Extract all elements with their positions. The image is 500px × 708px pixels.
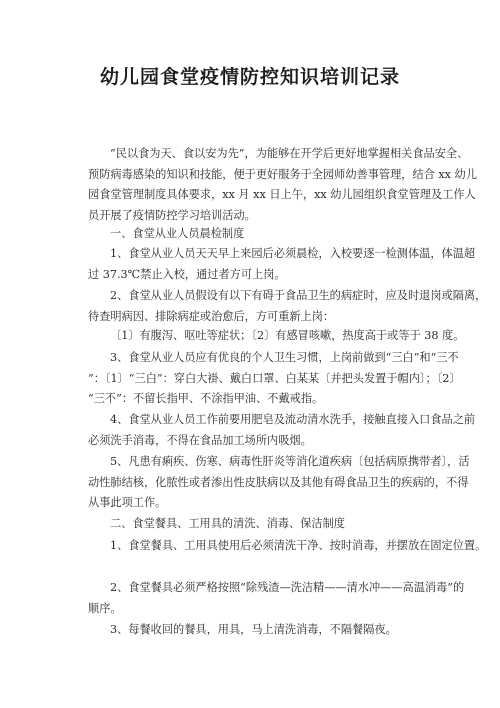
item3-paragraph <box>88 348 461 410</box>
text-line: 待查明病因、排除病症或治愈后，方可重新上岗： <box>88 309 335 323</box>
s2-item3-paragraph <box>88 620 424 641</box>
text-line: 4、食堂从业人员工作前要用肥皂及流动清水洗手，接触直接入口食品之前 <box>110 413 476 426</box>
text-line: 员开展了疫情防控学习培训活动。 <box>88 208 256 222</box>
item5-paragraph <box>88 452 470 514</box>
text-line: 预防病毒感染的知识和技能，便于更好服务于全园师幼善事管理，结合 xx 幼儿 <box>88 167 477 181</box>
s2-item2-paragraph <box>88 578 465 619</box>
item1-paragraph <box>88 244 476 285</box>
intro-paragraph <box>88 144 477 226</box>
text-line: 过 37.3℃禁止入校，通过者方可上岗。 <box>88 267 286 281</box>
text-line: ”：〔1〕“三白”：穿白大褂、戴白口罩、白某某〔并把头发置于帽内〕；〔2〕 <box>88 371 461 385</box>
text-line: 顺序。 <box>88 601 122 615</box>
text-line: 1、食堂餐具、工用具使用后必须清洗干净、按时消毒，并摆放在固定位置。 <box>110 539 487 552</box>
section1-heading <box>88 224 424 245</box>
item4-paragraph <box>88 410 476 451</box>
text-line: 2、食堂从业人员假设有以下有碍于食品卫生的病症时，应及时退岗或隔离， <box>110 289 487 302</box>
text-line: “民以食为天、食以安为先”，为能够在开学后更好地掌握相关食品安全、 <box>110 147 469 160</box>
text-line: 从事此项工作。 <box>88 496 167 509</box>
text-line: 动性肺结核，化脓性或者渗出性皮肤病以及其他有碍食品卫生的疾病的，不得 <box>88 475 469 489</box>
text-line: 必须洗手消毒，不得在食品加工场所内吸烟。 <box>88 433 312 447</box>
document-title: 幼儿园食堂疫情防控知识培训记录 <box>99 66 400 88</box>
item2-paragraph <box>88 286 487 327</box>
text-line: 3、食堂从业人员应有优良的个人卫生习惯，上岗前做到“三白”和“三不 <box>110 351 459 364</box>
text-line: 2、食堂餐具必须严格按照“除残渣—洗洁精——清水冲——高温消毒”的 <box>110 581 465 594</box>
item2-sub-paragraph <box>88 326 465 347</box>
section-heading: 二、食堂餐具、工用具的清洗、消毒、保洁制度 <box>110 517 345 530</box>
text-line: 园食堂管理制度具体要求，xx 月 xx 日上午，xx 幼儿园组织食堂管理及工作人 <box>88 188 476 201</box>
text-line: 3、每餐收回的餐具，用具，马上清洗消毒，不隔餐隔夜。 <box>110 623 397 636</box>
s2-item1-paragraph <box>88 536 487 557</box>
text-line: 〔1〕有腹泻、呕吐等症状；〔2〕有感冒咳嗽，热度高于或等于 38 度。 <box>110 329 465 342</box>
text-line: 5、凡患有痢疾、伤寒、病毒性肝炎等消化道疾病〔包括病原携带者〕，活 <box>110 455 470 468</box>
section-heading: 一、食堂从业人员晨检制度 <box>110 227 245 240</box>
text-line: 1、食堂从业人员天天早上来园后必须晨检，入校要逐一检测体温，体温超 <box>110 247 476 260</box>
text-line: “三不”：不留长指甲、不涂指甲油、不戴戒指。 <box>88 392 324 405</box>
section2-heading <box>88 514 424 535</box>
